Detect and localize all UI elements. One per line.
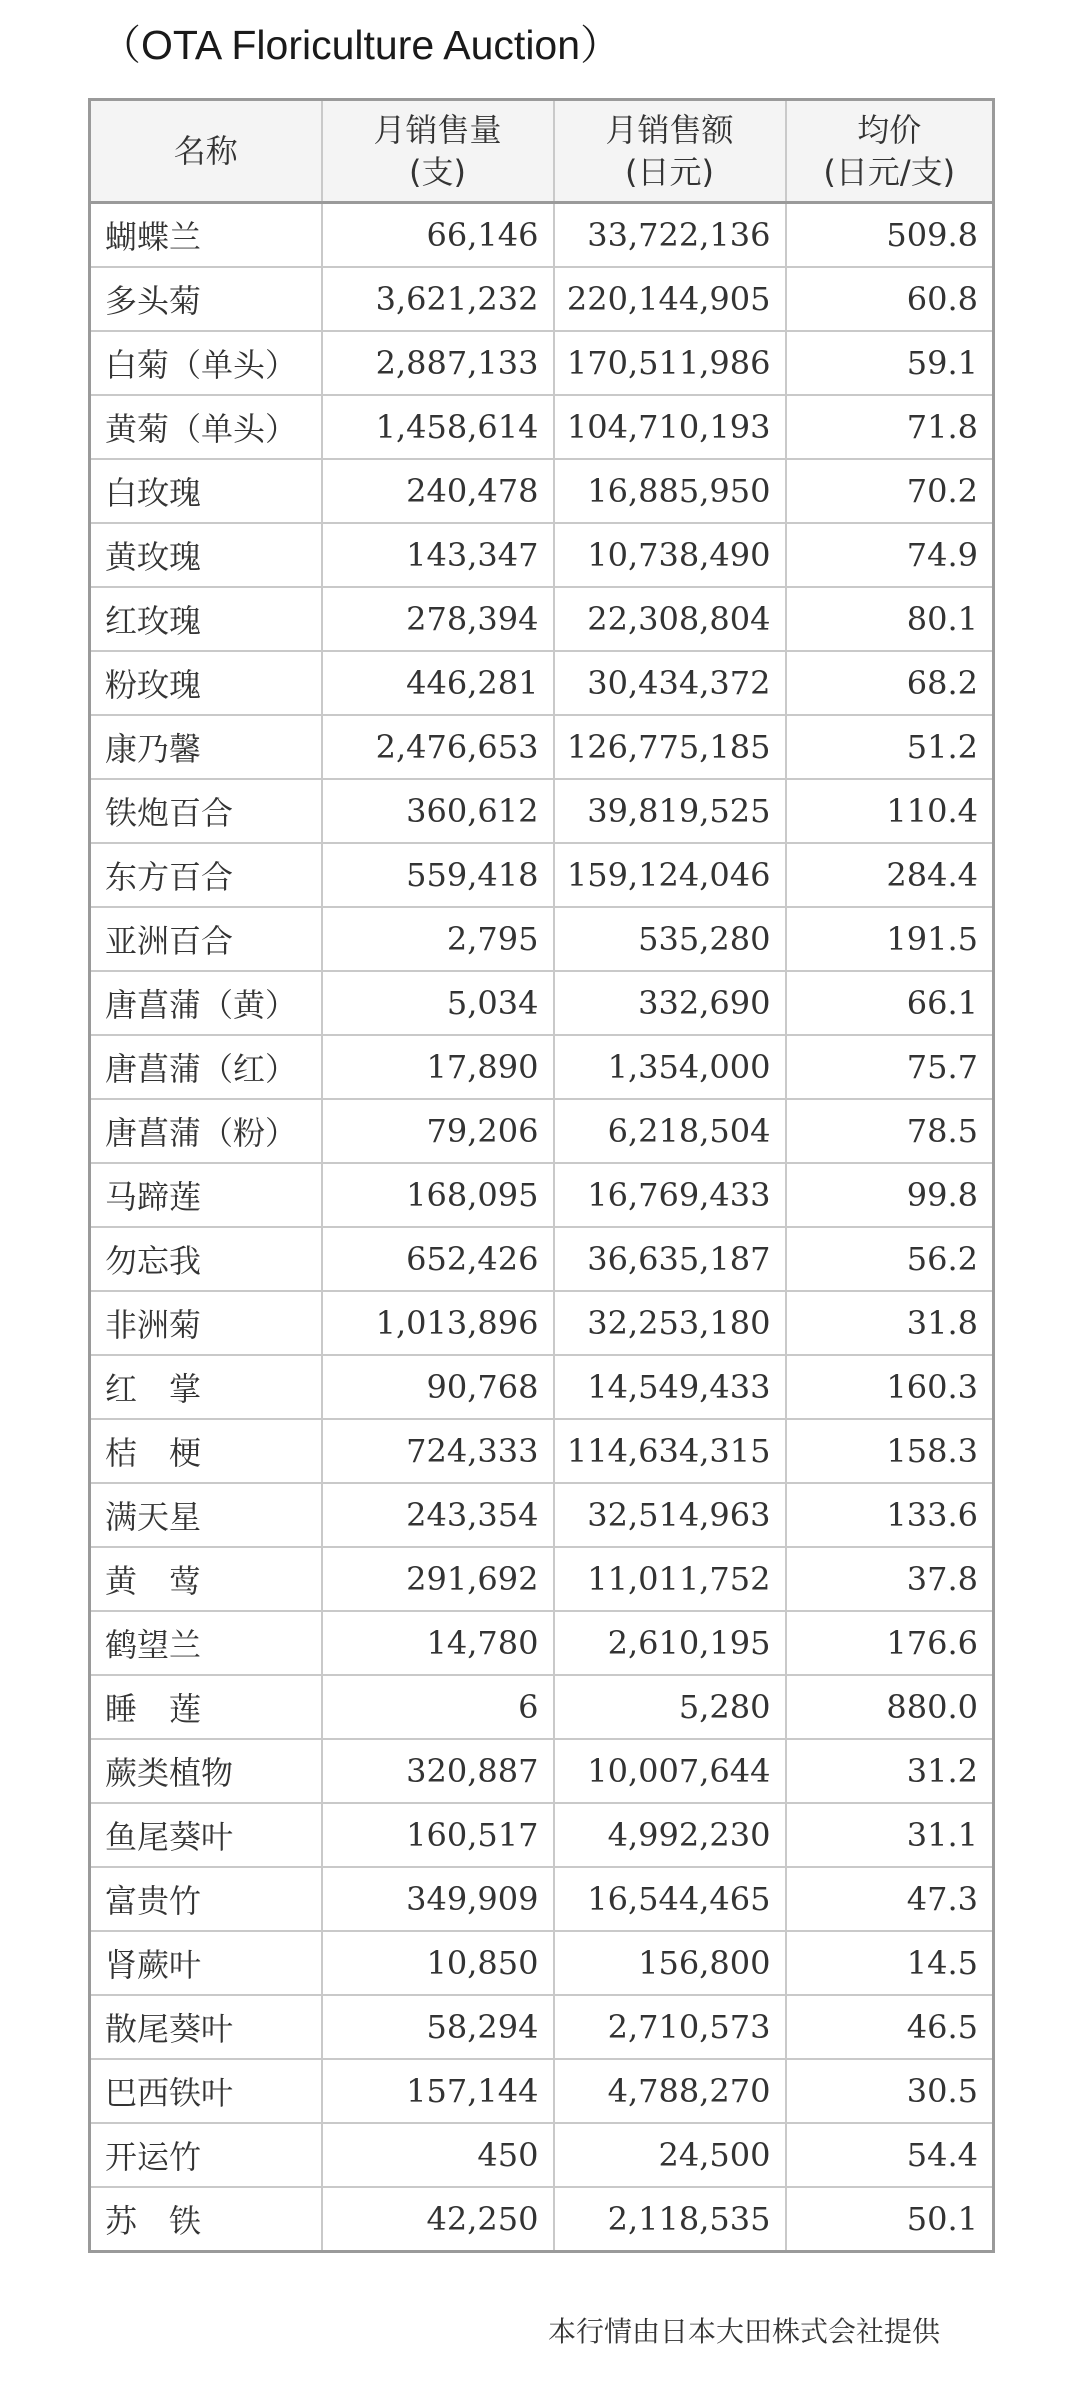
table-row	[90, 587, 994, 651]
cell-name: 红玫瑰	[90, 587, 322, 651]
cell-volume: 6	[322, 1675, 554, 1739]
cell-price: 78.5	[786, 1099, 994, 1163]
cell-amount: 2,710,573	[554, 1995, 786, 2059]
cell-volume: 5,034	[322, 971, 554, 1035]
cell-amount: 39,819,525	[554, 779, 786, 843]
header-row	[90, 100, 994, 203]
cell-amount: 332,690	[554, 971, 786, 1035]
cell-name: 唐菖蒲（黄）	[90, 971, 322, 1035]
table-row	[90, 1739, 994, 1803]
cell-price: 50.1	[786, 2187, 994, 2252]
cell-volume: 90,768	[322, 1355, 554, 1419]
cell-amount: 220,144,905	[554, 267, 786, 331]
cell-amount: 1,354,000	[554, 1035, 786, 1099]
cell-name: 马蹄莲	[90, 1163, 322, 1227]
table-row	[90, 1419, 994, 1483]
cell-name: 苏 铁	[90, 2187, 322, 2252]
cell-name: 散尾葵叶	[90, 1995, 322, 2059]
cell-volume: 42,250	[322, 2187, 554, 2252]
table-row	[90, 651, 994, 715]
cell-name: 粉玫瑰	[90, 651, 322, 715]
table-row	[90, 971, 994, 1035]
cell-price: 133.6	[786, 1483, 994, 1547]
cell-volume: 157,144	[322, 2059, 554, 2123]
cell-volume: 1,013,896	[322, 1291, 554, 1355]
cell-name: 开运竹	[90, 2123, 322, 2187]
cell-volume: 14,780	[322, 1611, 554, 1675]
page-title: （OTA Floriculture Auction）	[100, 22, 622, 68]
cell-volume: 2,795	[322, 907, 554, 971]
cell-volume: 17,890	[322, 1035, 554, 1099]
cell-volume: 724,333	[322, 1419, 554, 1483]
cell-volume: 240,478	[322, 459, 554, 523]
cell-volume: 66,146	[322, 203, 554, 268]
cell-name: 勿忘我	[90, 1227, 322, 1291]
cell-volume: 168,095	[322, 1163, 554, 1227]
cell-price: 37.8	[786, 1547, 994, 1611]
cell-name: 黄玫瑰	[90, 523, 322, 587]
table-row	[90, 331, 994, 395]
cell-amount: 16,769,433	[554, 1163, 786, 1227]
header-amount-unit: (日元)	[625, 153, 714, 191]
cell-volume: 10,850	[322, 1931, 554, 1995]
cell-price: 191.5	[786, 907, 994, 971]
cell-volume: 349,909	[322, 1867, 554, 1931]
cell-price: 284.4	[786, 843, 994, 907]
cell-price: 31.1	[786, 1803, 994, 1867]
auction-table-container	[88, 98, 992, 2253]
table-row	[90, 2059, 994, 2123]
cell-name: 东方百合	[90, 843, 322, 907]
cell-amount: 4,992,230	[554, 1803, 786, 1867]
table-row	[90, 2123, 994, 2187]
cell-amount: 10,738,490	[554, 523, 786, 587]
header-amount	[554, 100, 786, 203]
table-row	[90, 1611, 994, 1675]
cell-volume: 243,354	[322, 1483, 554, 1547]
cell-amount: 16,885,950	[554, 459, 786, 523]
cell-volume: 360,612	[322, 779, 554, 843]
cell-price: 59.1	[786, 331, 994, 395]
table-row	[90, 1035, 994, 1099]
cell-amount: 170,511,986	[554, 331, 786, 395]
cell-name: 亚洲百合	[90, 907, 322, 971]
table-row	[90, 1995, 994, 2059]
header-volume-unit: (支)	[409, 153, 466, 191]
table-header	[90, 100, 994, 203]
table-body	[90, 203, 994, 2252]
cell-volume: 320,887	[322, 1739, 554, 1803]
cell-amount: 4,788,270	[554, 2059, 786, 2123]
cell-name: 蝴蝶兰	[90, 203, 322, 268]
cell-amount: 32,514,963	[554, 1483, 786, 1547]
cell-price: 160.3	[786, 1355, 994, 1419]
cell-amount: 159,124,046	[554, 843, 786, 907]
cell-volume: 1,458,614	[322, 395, 554, 459]
header-name	[90, 100, 322, 203]
cell-name: 富贵竹	[90, 1867, 322, 1931]
table-row	[90, 779, 994, 843]
table-row	[90, 1547, 994, 1611]
cell-price: 80.1	[786, 587, 994, 651]
cell-amount: 11,011,752	[554, 1547, 786, 1611]
table-row	[90, 907, 994, 971]
cell-price: 56.2	[786, 1227, 994, 1291]
cell-name: 蕨类植物	[90, 1739, 322, 1803]
cell-name: 肾蕨叶	[90, 1931, 322, 1995]
cell-name: 鱼尾葵叶	[90, 1803, 322, 1867]
cell-volume: 291,692	[322, 1547, 554, 1611]
cell-name: 红 掌	[90, 1355, 322, 1419]
table-row	[90, 267, 994, 331]
cell-name: 桔 梗	[90, 1419, 322, 1483]
header-volume-label: 月销售量	[373, 111, 502, 149]
header-price-label: 均价	[857, 111, 922, 149]
source-note: 本行情由日本大田株式会社提供	[547, 2315, 940, 2348]
table-row	[90, 843, 994, 907]
table-row	[90, 459, 994, 523]
auction-price-table	[88, 98, 995, 2253]
cell-price: 75.7	[786, 1035, 994, 1099]
cell-name: 唐菖蒲（红）	[90, 1035, 322, 1099]
cell-name: 白玫瑰	[90, 459, 322, 523]
cell-amount: 2,118,535	[554, 2187, 786, 2252]
cell-amount: 535,280	[554, 907, 786, 971]
cell-price: 70.2	[786, 459, 994, 523]
cell-price: 66.1	[786, 971, 994, 1035]
table-row	[90, 523, 994, 587]
cell-volume: 450	[322, 2123, 554, 2187]
cell-price: 31.2	[786, 1739, 994, 1803]
cell-name: 满天星	[90, 1483, 322, 1547]
table-row	[90, 1483, 994, 1547]
header-name-label: 名称	[173, 132, 238, 170]
cell-volume: 652,426	[322, 1227, 554, 1291]
table-row	[90, 1931, 994, 1995]
cell-volume: 559,418	[322, 843, 554, 907]
table-row	[90, 715, 994, 779]
cell-amount: 104,710,193	[554, 395, 786, 459]
cell-volume: 79,206	[322, 1099, 554, 1163]
cell-price: 176.6	[786, 1611, 994, 1675]
cell-price: 509.8	[786, 203, 994, 268]
cell-volume: 160,517	[322, 1803, 554, 1867]
cell-amount: 32,253,180	[554, 1291, 786, 1355]
cell-name: 唐菖蒲（粉）	[90, 1099, 322, 1163]
cell-amount: 24,500	[554, 2123, 786, 2187]
cell-name: 非洲菊	[90, 1291, 322, 1355]
cell-volume: 2,887,133	[322, 331, 554, 395]
cell-price: 880.0	[786, 1675, 994, 1739]
table-row	[90, 2187, 994, 2252]
cell-price: 46.5	[786, 1995, 994, 2059]
cell-price: 99.8	[786, 1163, 994, 1227]
header-amount-label: 月销售额	[605, 111, 734, 149]
header-volume	[322, 100, 554, 203]
cell-price: 60.8	[786, 267, 994, 331]
cell-name: 铁炮百合	[90, 779, 322, 843]
cell-amount: 30,434,372	[554, 651, 786, 715]
cell-name: 睡 莲	[90, 1675, 322, 1739]
cell-price: 54.4	[786, 2123, 994, 2187]
cell-price: 14.5	[786, 1931, 994, 1995]
header-price	[786, 100, 994, 203]
cell-name: 鹤望兰	[90, 1611, 322, 1675]
cell-volume: 143,347	[322, 523, 554, 587]
cell-volume: 3,621,232	[322, 267, 554, 331]
cell-price: 47.3	[786, 1867, 994, 1931]
cell-volume: 278,394	[322, 587, 554, 651]
cell-name: 巴西铁叶	[90, 2059, 322, 2123]
cell-price: 74.9	[786, 523, 994, 587]
cell-amount: 14,549,433	[554, 1355, 786, 1419]
cell-price: 68.2	[786, 651, 994, 715]
table-row	[90, 1867, 994, 1931]
table-row	[90, 1227, 994, 1291]
table-row	[90, 1675, 994, 1739]
cell-name: 多头菊	[90, 267, 322, 331]
cell-price: 30.5	[786, 2059, 994, 2123]
table-row	[90, 203, 994, 268]
cell-amount: 126,775,185	[554, 715, 786, 779]
cell-amount: 5,280	[554, 1675, 786, 1739]
table-row	[90, 1163, 994, 1227]
cell-amount: 2,610,195	[554, 1611, 786, 1675]
table-row	[90, 1099, 994, 1163]
cell-price: 110.4	[786, 779, 994, 843]
cell-amount: 22,308,804	[554, 587, 786, 651]
table-row	[90, 1355, 994, 1419]
cell-amount: 114,634,315	[554, 1419, 786, 1483]
cell-name: 白菊（单头）	[90, 331, 322, 395]
cell-price: 31.8	[786, 1291, 994, 1355]
cell-volume: 2,476,653	[322, 715, 554, 779]
cell-price: 51.2	[786, 715, 994, 779]
cell-name: 康乃馨	[90, 715, 322, 779]
cell-amount: 33,722,136	[554, 203, 786, 268]
cell-amount: 10,007,644	[554, 1739, 786, 1803]
cell-name: 黄 莺	[90, 1547, 322, 1611]
table-row	[90, 1291, 994, 1355]
header-price-unit: (日元/支)	[823, 153, 956, 191]
cell-amount: 6,218,504	[554, 1099, 786, 1163]
cell-amount: 36,635,187	[554, 1227, 786, 1291]
cell-amount: 16,544,465	[554, 1867, 786, 1931]
cell-price: 158.3	[786, 1419, 994, 1483]
cell-volume: 58,294	[322, 1995, 554, 2059]
table-row	[90, 395, 994, 459]
cell-name: 黄菊（单头）	[90, 395, 322, 459]
table-row	[90, 1803, 994, 1867]
cell-volume: 446,281	[322, 651, 554, 715]
cell-price: 71.8	[786, 395, 994, 459]
cell-amount: 156,800	[554, 1931, 786, 1995]
